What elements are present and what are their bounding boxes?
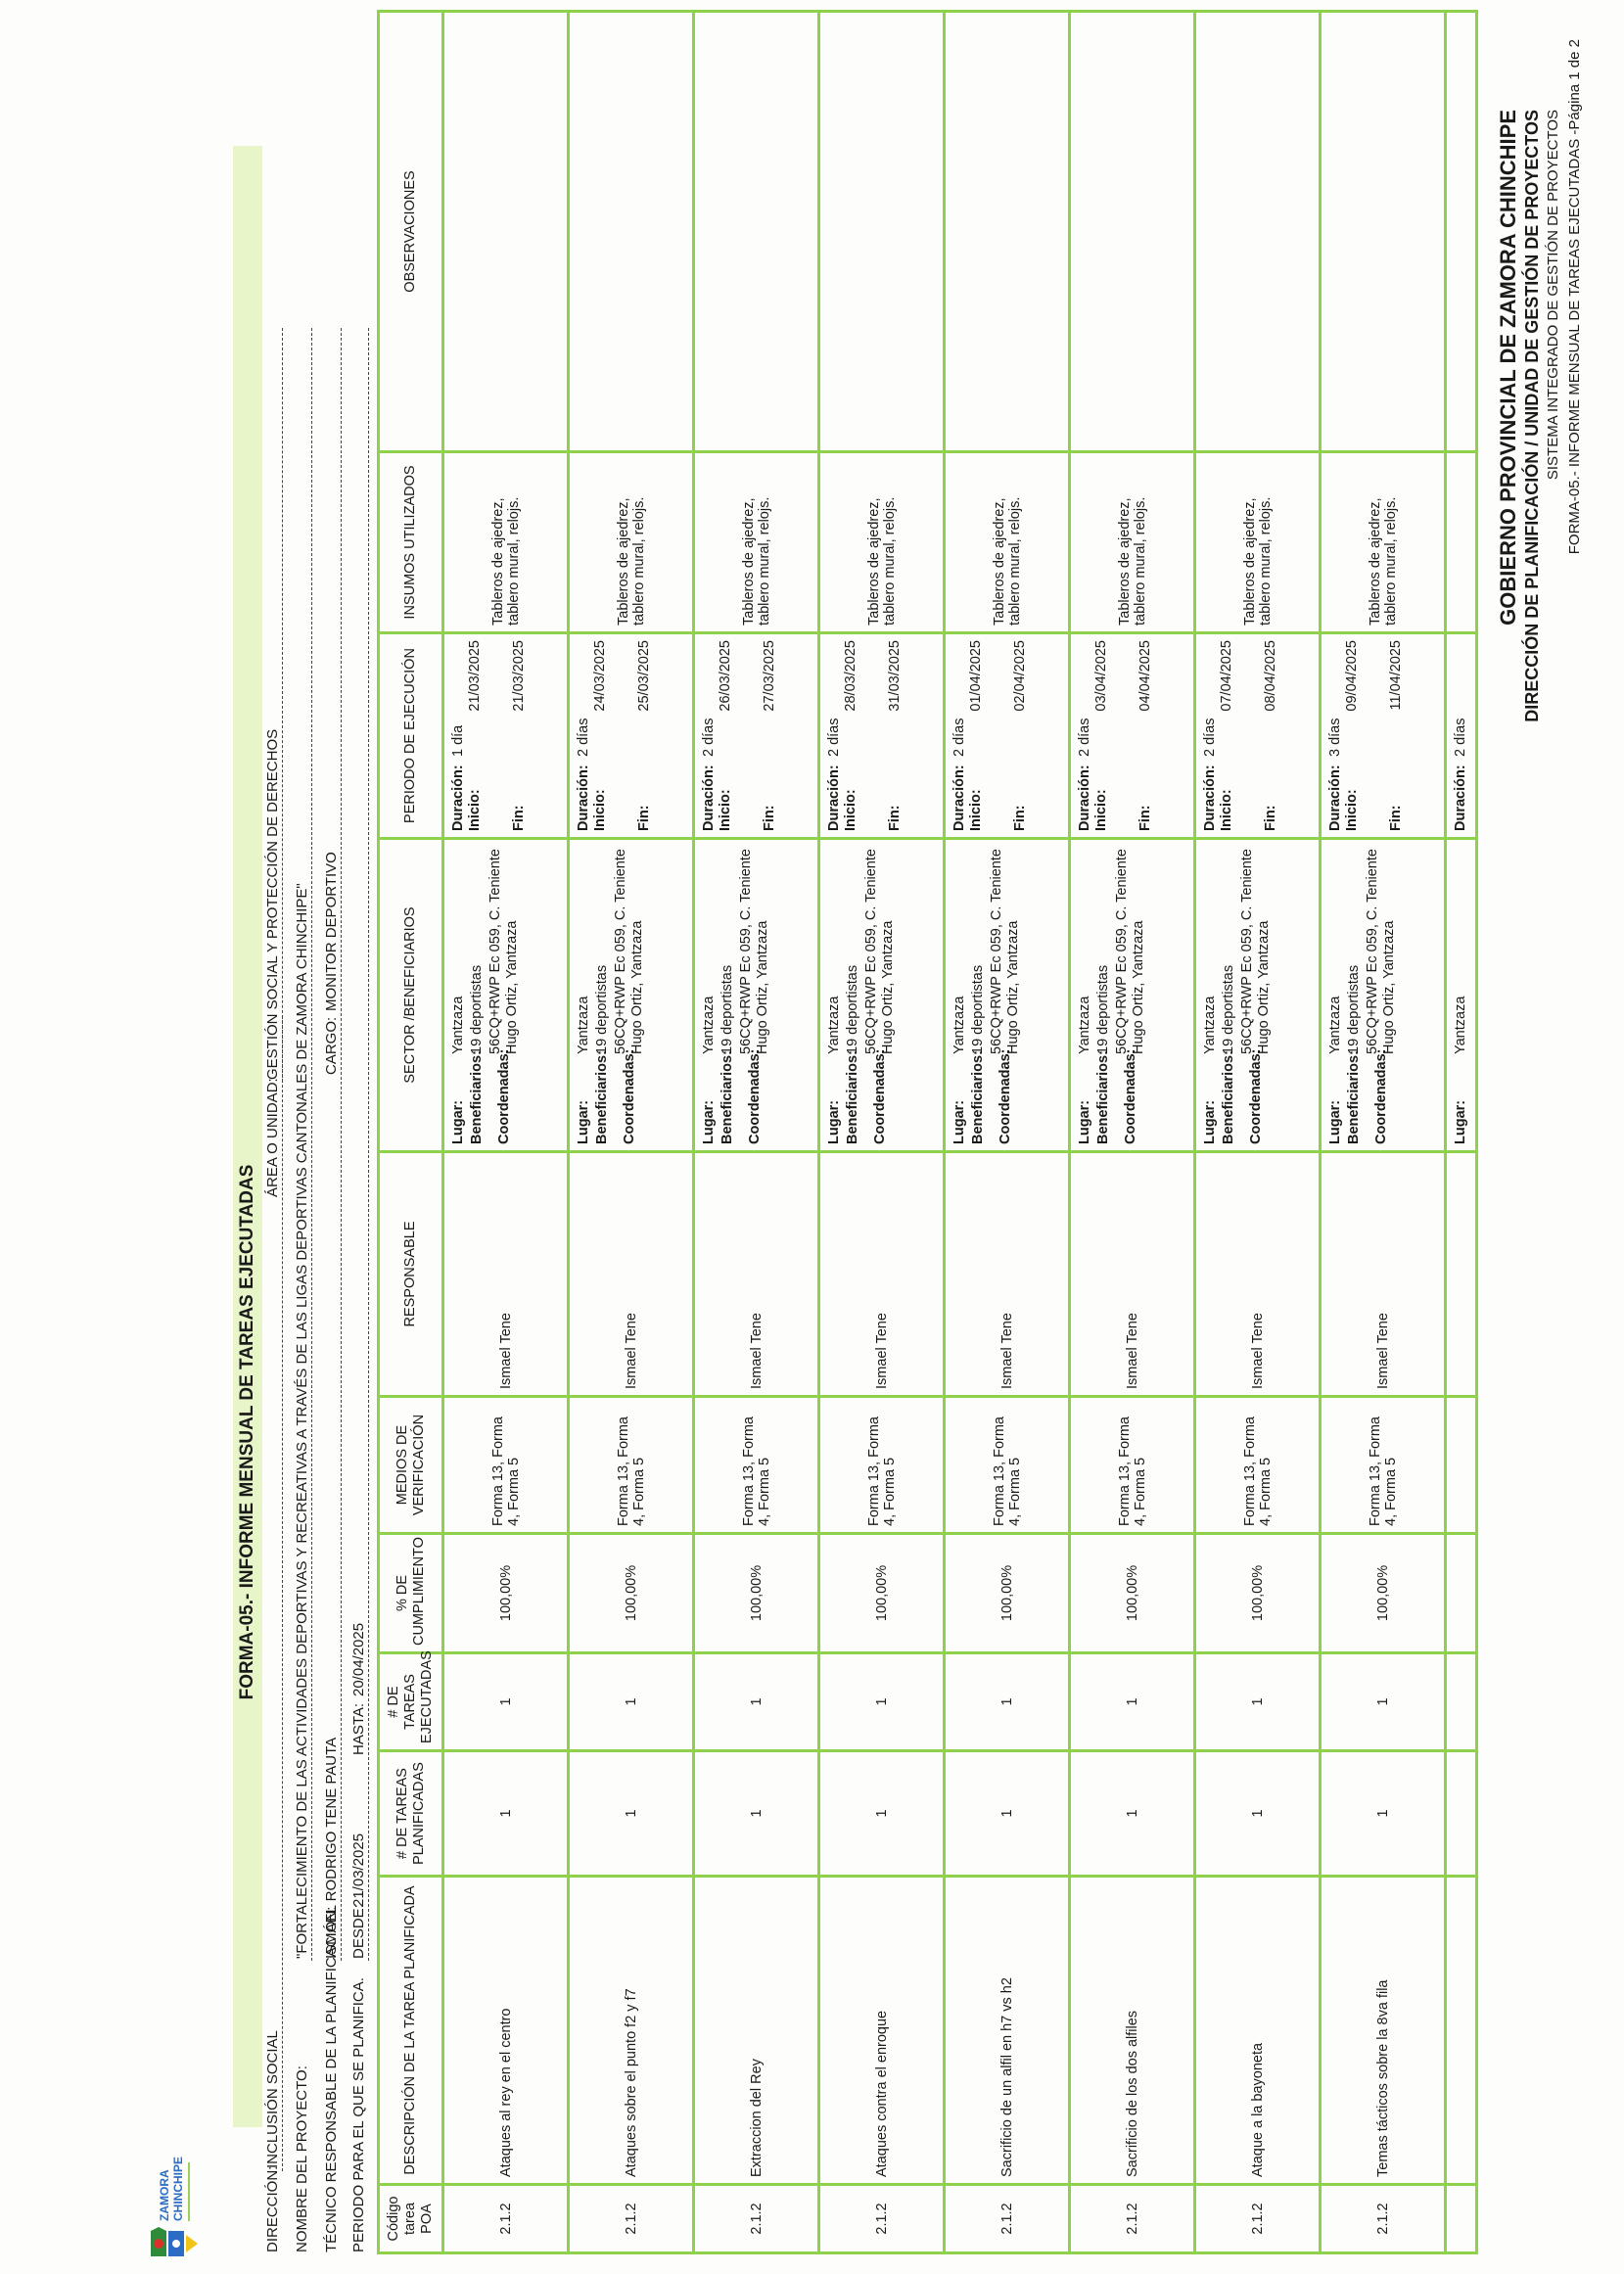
tecnico-underline (341, 328, 342, 1961)
cell-codigo: 2.1.2 (443, 2185, 569, 2253)
cell-cumplimiento: 100,00% (819, 1534, 945, 1653)
system-name: SISTEMA INTEGRADO DE GESTIÓN DE PROYECTOS (1545, 110, 1561, 481)
cell-ejecutadas: 1 (443, 1653, 569, 1751)
cell-medios: Forma 13, Forma 4, Forma 5 (819, 1397, 945, 1534)
coordenadas-label: Coordenadas: (495, 1048, 512, 1144)
cell-planificadas: 1 (443, 1751, 569, 1877)
svg-text:CHINCHIPE: CHINCHIPE (171, 2156, 185, 2221)
inicio-label: Inicio: (1219, 789, 1234, 831)
inicio-label: Inicio: (1344, 789, 1360, 831)
table-row (569, 12, 694, 2253)
beneficiarios-value: 19 deportistas (845, 964, 860, 1054)
cargo-label: CARGO: (323, 1016, 340, 1075)
cell-cumplimiento: 100,00% (443, 1534, 569, 1653)
cell-ejecutadas: 1 (945, 1653, 1070, 1751)
cell-planificadas: 1 (1321, 1751, 1446, 1877)
area-value: GESTIÓN SOCIAL Y PROTECCIÓN DE DERECHOS (264, 728, 281, 1080)
cell-descripcion: Sacrificio de los dos alfiles (1070, 1877, 1195, 2185)
lugar-value: Yantzaza (701, 996, 717, 1054)
cell-observaciones (1195, 12, 1321, 452)
direccion-underline (282, 1016, 283, 2171)
cell-planificadas: 1 (569, 1751, 694, 1877)
beneficiarios-value: 19 deportistas (469, 964, 485, 1054)
lugar-label: Lugar: (1202, 1099, 1218, 1144)
fin-value: 21/03/2025 (511, 640, 527, 712)
cell-responsable: Ismael Tene (443, 1152, 569, 1397)
cell-sector (569, 839, 694, 1152)
coordenadas-label: Coordenadas: (1122, 1048, 1138, 1144)
duracion-label: Duración: (1327, 765, 1343, 831)
inicio-value: 24/03/2025 (592, 640, 608, 712)
cell-periodo (443, 633, 569, 839)
fin-label: Fin: (762, 805, 777, 831)
cell-sector (1070, 839, 1195, 1152)
lugar-label: Lugar: (1453, 1099, 1468, 1144)
cell-insumos: Tableros de ajedrez, tablero mural, relojs. (569, 452, 694, 633)
coordenadas-label: Coordenadas: (871, 1048, 888, 1144)
area-label: ÁREA O UNIDAD: (264, 1078, 281, 1197)
lugar-value: Yantzaza (450, 996, 466, 1054)
cell-observaciones (1070, 12, 1195, 452)
cell-medios: Forma 13, Forma 4, Forma 5 (1195, 1397, 1321, 1534)
inicio-label: Inicio: (718, 789, 733, 831)
cell-responsable: Ismael Tene (1321, 1152, 1446, 1397)
duracion-label: Duración: (450, 765, 466, 831)
coordenadas-label: Coordenadas: (621, 1048, 637, 1144)
duracion-value: 2 días (951, 718, 967, 757)
beneficiarios-value: 19 deportistas (1221, 964, 1236, 1054)
direccion-label: DIRECCIÓN: (264, 2165, 281, 2252)
cell-observaciones (945, 12, 1070, 452)
col-header-descripcion: DESCRIPCIÓN DE LA TAREA PLANIFICADA (379, 1877, 443, 2185)
proyecto-value: "FORTALECIMIENTO DE LAS ACTIVIDADES DEPORTIVAS Y RECREATIVAS A TRAVÉS DE LAS LIGAS DEPORTIVAS CANTONALES DE ZAMORA CHINCHIPE" (294, 883, 310, 1959)
tasks-table (377, 10, 1478, 2254)
cell-medios: Forma 13, Forma 4, Forma 5 (694, 1397, 819, 1534)
cell-ejecutadas: 1 (1321, 1653, 1446, 1751)
desde-label: DESDE: (350, 1904, 367, 1959)
beneficiarios-label: Beneficiarios: (719, 1050, 735, 1144)
inicio-value: 07/04/2025 (1219, 640, 1234, 712)
inicio-label: Inicio: (1093, 789, 1109, 831)
beneficiarios-value: 19 deportistas (719, 964, 735, 1054)
inicio-label: Inicio: (968, 789, 984, 831)
cell-cumplimiento: 100,00% (694, 1534, 819, 1653)
duracion-value: 1 día (450, 724, 466, 757)
cell-observaciones (569, 12, 694, 452)
cargo-value: MONITOR DEPORTIVO (323, 852, 340, 1011)
cell-codigo: 2.1.2 (819, 2185, 945, 2253)
cell-ejecutadas: 1 (1195, 1653, 1321, 1751)
cell-sector (443, 839, 569, 1152)
cell-codigo: 2.1.2 (569, 2185, 694, 2253)
duracion-label: Duración: (701, 765, 717, 831)
cell-periodo-partial (1446, 633, 1477, 839)
table-row (1070, 12, 1195, 2253)
hasta-value: 20/04/2025 (350, 1622, 367, 1696)
table-row (945, 12, 1070, 2253)
cell-responsable: Ismael Tene (945, 1152, 1070, 1397)
fin-value: 02/04/2025 (1012, 640, 1028, 712)
col-header-observaciones: OBSERVACIONES (379, 12, 443, 452)
cell-observaciones (694, 12, 819, 452)
cell-ejecutadas: 1 (819, 1653, 945, 1751)
cell-planificadas: 1 (1070, 1751, 1195, 1877)
coordenadas-value: 56CQ+RWP Ec 059, C. Teniente Hugo Ortiz, Yantzaza (989, 849, 1021, 1054)
inicio-value: 28/03/2025 (843, 640, 858, 712)
cell-periodo (694, 633, 819, 839)
cell-descripcion: Temas tácticos sobre la 8va fila (1321, 1877, 1446, 2185)
cell-responsable: Ismael Tene (1070, 1152, 1195, 1397)
proyecto-label: NOMBRE DEL PROYECTO: (294, 2065, 310, 2252)
cell-observaciones (443, 12, 569, 452)
cell-sector (819, 839, 945, 1152)
beneficiarios-label: Beneficiarios: (1221, 1050, 1236, 1144)
cell-planificadas: 1 (1195, 1751, 1321, 1877)
cell-codigo: 2.1.2 (1070, 2185, 1195, 2253)
fin-label: Fin: (511, 805, 527, 831)
col-header-responsable: RESPONSABLE (379, 1152, 443, 1397)
duracion-label: Duración: (826, 765, 842, 831)
duracion-value: 3 días (1327, 718, 1343, 757)
duracion-value: 2 días (1077, 718, 1092, 757)
lugar-label: Lugar: (701, 1099, 717, 1144)
proyecto-underline (311, 328, 312, 1961)
cell-cumplimiento: 100,00% (945, 1534, 1070, 1653)
duracion-label: Duración: (1077, 765, 1092, 831)
col-header-periodo: PERIODO DE EJECUCIÓN (379, 633, 443, 839)
cell-descripcion: Ataque a la bayoneta (1195, 1877, 1321, 2185)
cell-cumplimiento: 100,00% (569, 1534, 694, 1653)
cell-descripcion: Extraccion del Rey (694, 1877, 819, 2185)
lugar-label: Lugar: (1327, 1099, 1343, 1144)
cell-codigo: 2.1.2 (1321, 2185, 1446, 2253)
cell-cumplimiento: 100,00% (1070, 1534, 1195, 1653)
duracion-value: 2 días (701, 718, 717, 757)
coordenadas-value: 56CQ+RWP Ec 059, C. Teniente Hugo Ortiz, Yantzaza (1365, 849, 1397, 1054)
fin-value: 11/04/2025 (1388, 640, 1404, 711)
zamora-chinchipe-logo (145, 2143, 223, 2260)
lugar-label: Lugar: (1077, 1099, 1092, 1144)
beneficiarios-label: Beneficiarios: (594, 1050, 610, 1144)
periodo-label: PERIODO PARA EL QUE SE PLANIFICA. (350, 1977, 367, 2252)
department-name: DIRECCIÓN DE PLANIFICACIÓN / UNIDAD DE GESTIÓN DE PROYECTOS (1522, 110, 1542, 722)
cell-insumos: Tableros de ajedrez, tablero mural, relojs. (443, 452, 569, 633)
cell-insumos: Tableros de ajedrez, tablero mural, relojs. (945, 452, 1070, 633)
lugar-value: Yantzaza (951, 996, 967, 1054)
lugar-value: Yantzaza (1202, 996, 1218, 1054)
duracion-value: 2 días (1453, 718, 1468, 757)
cell-sector (1321, 839, 1446, 1152)
coordenadas-value: 56CQ+RWP Ec 059, C. Teniente Hugo Ortiz, Yantzaza (1114, 849, 1146, 1054)
cell-planificadas: 1 (694, 1751, 819, 1877)
cell-planificadas: 1 (819, 1751, 945, 1877)
periodo-underline (368, 328, 369, 1961)
cell-medios: Forma 13, Forma 4, Forma 5 (1070, 1397, 1195, 1534)
beneficiarios-value: 19 deportistas (1095, 964, 1111, 1054)
cell-descripcion: Ataques sobre el punto f2 y f7 (569, 1877, 694, 2185)
table-row (694, 12, 819, 2253)
fin-value: 25/03/2025 (636, 640, 652, 712)
fin-label: Fin: (1137, 805, 1153, 831)
cell-responsable: Ismael Tene (1195, 1152, 1321, 1397)
duracion-label: Duración: (951, 765, 967, 831)
lugar-label: Lugar: (951, 1099, 967, 1144)
cell-sector (1195, 839, 1321, 1152)
cell-insumos: Tableros de ajedrez, tablero mural, relojs. (1070, 452, 1195, 633)
beneficiarios-label: Beneficiarios: (1346, 1050, 1362, 1144)
fin-label: Fin: (636, 805, 652, 831)
cell-codigo: 2.1.2 (945, 2185, 1070, 2253)
inicio-value: 09/04/2025 (1344, 640, 1360, 712)
lugar-value: Yantzaza (1077, 996, 1092, 1054)
lugar-label: Lugar: (450, 1099, 466, 1144)
tecnico-label: TÉCNICO RESPONSABLE DE LA PLANIFICACIÓN: (323, 1906, 340, 2252)
inicio-label: Inicio: (843, 789, 858, 831)
table-body (443, 12, 1477, 2253)
inicio-label: Inicio: (592, 789, 608, 831)
coordenadas-label: Coordenadas: (746, 1048, 763, 1144)
fin-value: 08/04/2025 (1263, 640, 1278, 712)
cell-ejecutadas: 1 (1070, 1653, 1195, 1751)
cell-descripcion: Ataques contra el enroque (819, 1877, 945, 2185)
cell-insumos: Tableros de ajedrez, tablero mural, relojs. (694, 452, 819, 633)
table-row (819, 12, 945, 2253)
beneficiarios-value: 19 deportistas (970, 964, 986, 1054)
inicio-value: 21/03/2025 (467, 640, 483, 712)
hasta-label: HASTA: (350, 1702, 367, 1755)
duracion-value: 2 días (576, 718, 591, 757)
inicio-value: 03/04/2025 (1093, 640, 1109, 712)
coordenadas-value: 56CQ+RWP Ec 059, C. Teniente Hugo Ortiz, Yantzaza (738, 849, 770, 1054)
col-header-cumplimiento: % DE CUMPLIMIENTO (379, 1534, 443, 1653)
duracion-label: Duración: (1202, 765, 1218, 831)
inicio-value: 26/03/2025 (718, 640, 733, 712)
fin-label: Fin: (887, 805, 903, 831)
cell-codigo: 2.1.2 (694, 2185, 819, 2253)
cell-periodo (819, 633, 945, 839)
inicio-value: 01/04/2025 (968, 640, 984, 712)
cell-sector (694, 839, 819, 1152)
org-name: GOBIERNO PROVINCIAL DE ZAMORA CHINCHIPE (1496, 110, 1520, 626)
cell-observaciones (1321, 12, 1446, 452)
table-row (443, 12, 569, 2253)
cell-cumplimiento: 100,00% (1321, 1534, 1446, 1653)
table-row-partial (1446, 12, 1477, 2253)
cell-insumos: Tableros de ajedrez, tablero mural, relojs. (1195, 452, 1321, 633)
coordenadas-label: Coordenadas: (1372, 1048, 1389, 1144)
fin-value: 04/04/2025 (1137, 640, 1153, 712)
cell-periodo (1195, 633, 1321, 839)
coordenadas-value: 56CQ+RWP Ec 059, C. Teniente Hugo Ortiz, Yantzaza (863, 849, 896, 1054)
duracion-label: Duración: (576, 765, 591, 831)
fin-label: Fin: (1012, 805, 1028, 831)
cell-insumos: Tableros de ajedrez, tablero mural, relojs. (819, 452, 945, 633)
cell-descripcion: Sacrificio de un alfil en h7 vs h2 (945, 1877, 1070, 2185)
cell-periodo (1321, 633, 1446, 839)
coordenadas-value: 56CQ+RWP Ec 059, C. Teniente Hugo Ortiz, Yantzaza (487, 849, 520, 1054)
cell-medios: Forma 13, Forma 4, Forma 5 (1321, 1397, 1446, 1534)
cell-codigo: 2.1.2 (1195, 2185, 1321, 2253)
duracion-label: Duración: (1453, 765, 1468, 831)
col-header-ejecutadas: # DE TAREAS EJECUTADAS (379, 1653, 443, 1751)
cell-sector (945, 839, 1070, 1152)
cell-medios: Forma 13, Forma 4, Forma 5 (443, 1397, 569, 1534)
direccion-value: INCLUSIÓN SOCIAL (264, 2030, 281, 2168)
beneficiarios-value: 19 deportistas (1346, 964, 1362, 1054)
beneficiarios-value: 19 deportistas (594, 964, 610, 1054)
beneficiarios-label: Beneficiarios: (1095, 1050, 1111, 1144)
coordenadas-value: 56CQ+RWP Ec 059, C. Teniente Hugo Ortiz, Yantzaza (1239, 849, 1272, 1054)
fin-label: Fin: (1388, 805, 1404, 831)
lugar-label: Lugar: (826, 1099, 842, 1144)
cell-periodo (1070, 633, 1195, 839)
desde-value: 21/03/2025 (350, 1833, 367, 1907)
cell-cumplimiento: 100,00% (1195, 1534, 1321, 1653)
table-row (1195, 12, 1321, 2253)
col-header-planificadas: # DE TAREAS PLANIFICADAS (379, 1751, 443, 1877)
cell-periodo (945, 633, 1070, 839)
beneficiarios-label: Beneficiarios: (970, 1050, 986, 1144)
cell-responsable: Ismael Tene (819, 1152, 945, 1397)
duracion-value: 2 días (1202, 718, 1218, 757)
lugar-value: Yantzaza (1327, 996, 1343, 1054)
lugar-value: Yantzaza (576, 996, 591, 1054)
cell-sector-partial (1446, 839, 1477, 1152)
cell-medios: Forma 13, Forma 4, Forma 5 (945, 1397, 1070, 1534)
form-title: FORMA-05.- INFORME MENSUAL DE TAREAS EJECUTADAS (237, 1164, 257, 1700)
lugar-value: Yantzaza (1453, 996, 1468, 1054)
col-header-insumos: INSUMOS UTILIZADOS (379, 452, 443, 633)
svg-text:ZAMORA: ZAMORA (158, 2169, 171, 2221)
tecnico-value: ISMAEL RODRIGO TENE PAUTA (323, 1737, 340, 1959)
lugar-value: Yantzaza (826, 996, 842, 1054)
area-underline (282, 328, 283, 1082)
coordenadas-value: 56CQ+RWP Ec 059, C. Teniente Hugo Ortiz, Yantzaza (613, 849, 645, 1054)
cell-ejecutadas: 1 (694, 1653, 819, 1751)
cell-periodo (569, 633, 694, 839)
col-header-sector: SECTOR /BENEFICIARIOS (379, 839, 443, 1152)
table-header-row (379, 12, 443, 2253)
cell-responsable: Ismael Tene (694, 1152, 819, 1397)
fin-value: 31/03/2025 (887, 640, 903, 712)
cell-medios: Forma 13, Forma 4, Forma 5 (569, 1397, 694, 1534)
fin-label: Fin: (1263, 805, 1278, 831)
cell-responsable: Ismael Tene (569, 1152, 694, 1397)
inicio-label: Inicio: (467, 789, 483, 831)
beneficiarios-label: Beneficiarios: (469, 1050, 485, 1144)
fin-value: 27/03/2025 (762, 640, 777, 712)
col-header-codigo: Código tarea POA (379, 2185, 443, 2253)
coordenadas-label: Coordenadas: (1247, 1048, 1264, 1144)
coordenadas-label: Coordenadas: (997, 1048, 1013, 1144)
lugar-label: Lugar: (576, 1099, 591, 1144)
cell-insumos: Tableros de ajedrez, tablero mural, relojs. (1321, 452, 1446, 633)
beneficiarios-label: Beneficiarios: (845, 1050, 860, 1144)
duracion-value: 2 días (826, 718, 842, 757)
cell-ejecutadas: 1 (569, 1653, 694, 1751)
cell-descripcion: Ataques al rey en el centro (443, 1877, 569, 2185)
page-footer: FORMA-05.- INFORME MENSUAL DE TAREAS EJECUTADAS -Página 1 de 2 (1566, 39, 1583, 555)
col-header-medios: MEDIOS DE VERIFICACIÓN (379, 1397, 443, 1534)
cell-observaciones (819, 12, 945, 452)
table-row (1321, 12, 1446, 2253)
cell-planificadas: 1 (945, 1751, 1070, 1877)
